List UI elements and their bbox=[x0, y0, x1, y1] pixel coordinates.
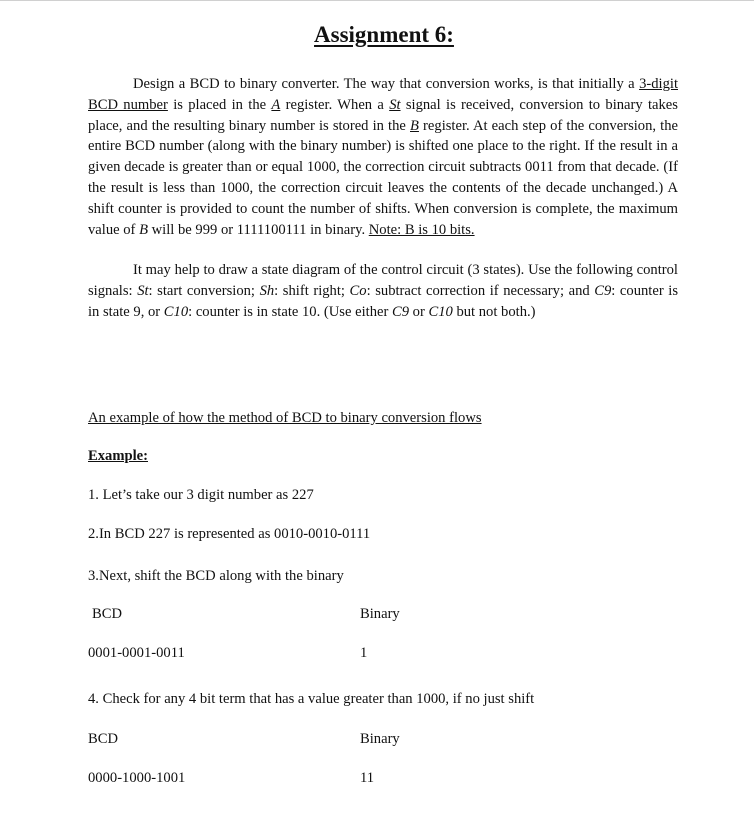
table1-binary-header: Binary bbox=[360, 606, 400, 622]
ctrl-text-1: It may help to draw a state diagram of the control circuit (3 states). Use the following control signals: bbox=[88, 262, 678, 299]
st-signal: St bbox=[137, 282, 149, 299]
table1-bcd-value: 0001-0001-0011 bbox=[88, 645, 185, 661]
control-signals-paragraph bbox=[88, 260, 678, 322]
c9-signal-2: C9 bbox=[391, 303, 410, 320]
table2-bcd-value: 0000-1000-1001 bbox=[88, 770, 186, 786]
ctrl-text-5: : counter is in state 9, or bbox=[88, 282, 678, 320]
desc-text-6: will be 999 or 1111100111 in binary. bbox=[147, 221, 369, 238]
table1-binary-value: 1 bbox=[360, 645, 368, 661]
ctrl-text-3: : shift right; bbox=[274, 282, 350, 299]
bcd-number-term: 3-digit BCD number bbox=[88, 76, 678, 113]
c10-signal-2: C10 bbox=[428, 303, 453, 320]
register-b-term-2: B bbox=[139, 221, 148, 238]
example-section-heading: An example of how the method of BCD to binary conversion flows bbox=[88, 410, 482, 426]
ctrl-text-6: : counter is in state 10. (Use either bbox=[188, 303, 392, 320]
c10-signal: C10 bbox=[163, 303, 189, 320]
step-3: 3.Next, shift the BCD along with the binary bbox=[88, 568, 344, 584]
step-1: 1. Let’s take our 3 digit number as 227 bbox=[88, 487, 314, 503]
desc-text-5: register. At each step of the conversion, the entire BCD number (along with the binary number) is shifted one place to the right. If the result in a given decade is greater than or equal 1000, the correction circuit subtracts 0011 from that decade. (If the result is less than 1000, the correction circuit leaves the contents of the decade unchanged.) A shift counter is provided to count the number of shifts. When conversion is complete, the maximum value of bbox=[88, 117, 678, 238]
example-label: Example: bbox=[88, 448, 148, 464]
table2-binary-header: Binary bbox=[360, 731, 400, 747]
desc-text-3: register. When a bbox=[280, 96, 390, 113]
ctrl-text-2: : start conversion; bbox=[148, 282, 260, 299]
register-a-term: A bbox=[271, 96, 281, 113]
table2-binary-value: 11 bbox=[360, 770, 375, 786]
st-signal-term: St bbox=[389, 96, 401, 113]
desc-text-4: signal is received, conversion to binary takes place, and the resulting binary number is stored in the bbox=[88, 96, 678, 134]
c9-signal: C9 bbox=[594, 282, 612, 299]
note-b-10-bits: Note: B is 10 bits. bbox=[368, 221, 475, 238]
table2-bcd-header: BCD bbox=[88, 731, 119, 747]
step-4: 4. Check for any 4 bit term that has a value greater than 1000, if no just shift bbox=[88, 691, 535, 707]
co-signal: Co bbox=[349, 282, 367, 299]
register-b-term: B bbox=[410, 117, 419, 134]
assignment-description-paragraph bbox=[88, 74, 678, 240]
ctrl-text-8: but not both.) bbox=[452, 303, 536, 320]
desc-text-2: is placed in the bbox=[167, 96, 272, 113]
step-2: 2.In BCD 227 is represented as 0010-0010-0111 bbox=[88, 526, 371, 542]
table1-bcd-header: BCD bbox=[92, 606, 123, 622]
ctrl-text-7: or bbox=[409, 303, 429, 320]
page-title: Assignment 6: bbox=[314, 22, 454, 47]
ctrl-text-4: : subtract correction if necessary; and bbox=[366, 282, 595, 299]
sh-signal: Sh bbox=[259, 282, 275, 299]
page-top-rule bbox=[0, 0, 754, 1]
desc-text-1: Design a BCD to binary converter. The way that conversion works, is that initially a bbox=[133, 76, 640, 92]
